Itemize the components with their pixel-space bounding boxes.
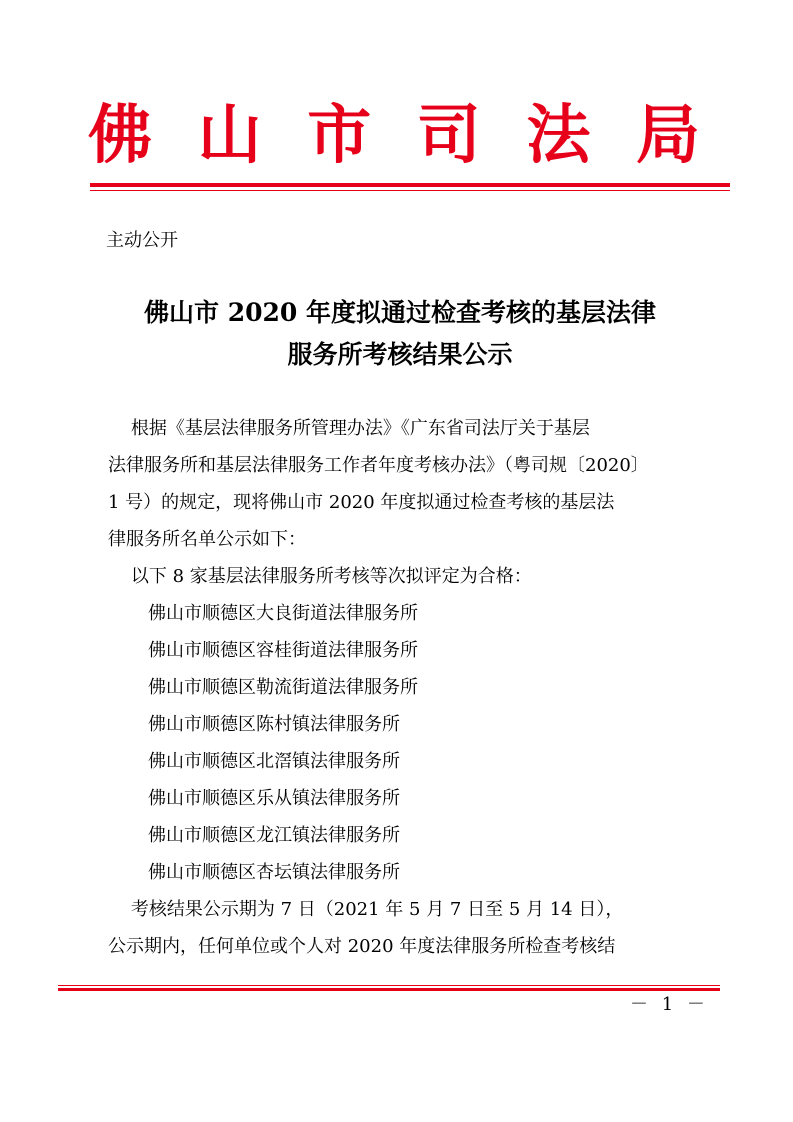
document-title [100, 292, 700, 376]
disclosure-label: 主动公开 [106, 230, 178, 251]
intro-line: 法律服务所和基层法律服务工作者年度考核办法》（粤司规〔2020〕 [108, 455, 649, 476]
page-number: － 1 － [630, 994, 709, 1015]
list-item: 佛山市顺德区杏坛镇法律服务所 [148, 862, 400, 883]
title-line-1: 佛山市 2020 年度拟通过检查考核的基层法律 [144, 298, 656, 327]
period-line: 考核结果公示期为 7 日（2021 年 5 月 7 日至 5 月 14 日）， [108, 899, 624, 920]
masthead-rule-thin [90, 190, 730, 191]
letterhead-masthead [88, 98, 700, 174]
intro-line: 律服务所名单公示如下： [108, 529, 306, 550]
list-item: 佛山市顺德区陈村镇法律服务所 [148, 714, 400, 735]
masthead-char: 佛 [88, 98, 152, 173]
list-item: 佛山市顺德区容桂街道法律服务所 [148, 640, 418, 661]
qualified-intro: 以下 8 家基层法律服务所考核等次拟评定为合格： [108, 566, 532, 587]
title-line-2: 服务所考核结果公示 [287, 340, 513, 369]
list-item: 佛山市顺德区大良街道法律服务所 [148, 603, 418, 624]
masthead-char: 法 [526, 98, 591, 173]
footer-rule-thick [58, 988, 720, 991]
masthead-char: 市 [307, 98, 372, 173]
list-item: 佛山市顺德区乐从镇法律服务所 [148, 788, 400, 809]
masthead-char: 局 [635, 98, 700, 173]
list-item: 佛山市顺德区勒流街道法律服务所 [148, 677, 418, 698]
footer-rule-thin [58, 985, 720, 986]
masthead-rule-thick [90, 183, 730, 187]
masthead-char: 山 [197, 98, 262, 173]
masthead-char: 司 [416, 98, 481, 173]
period-line: 公示期内，任何单位或个人对 2020 年度法律服务所检查考核结 [108, 936, 616, 957]
list-item: 佛山市顺德区北滘镇法律服务所 [148, 751, 400, 772]
intro-line: 1 号）的规定，现将佛山市 2020 年度拟通过检查考核的基层法 [108, 492, 615, 513]
list-item: 佛山市顺德区龙江镇法律服务所 [148, 825, 400, 846]
intro-line: 根据《基层法律服务所管理办法》《广东省司法厅关于基层 [108, 418, 590, 439]
